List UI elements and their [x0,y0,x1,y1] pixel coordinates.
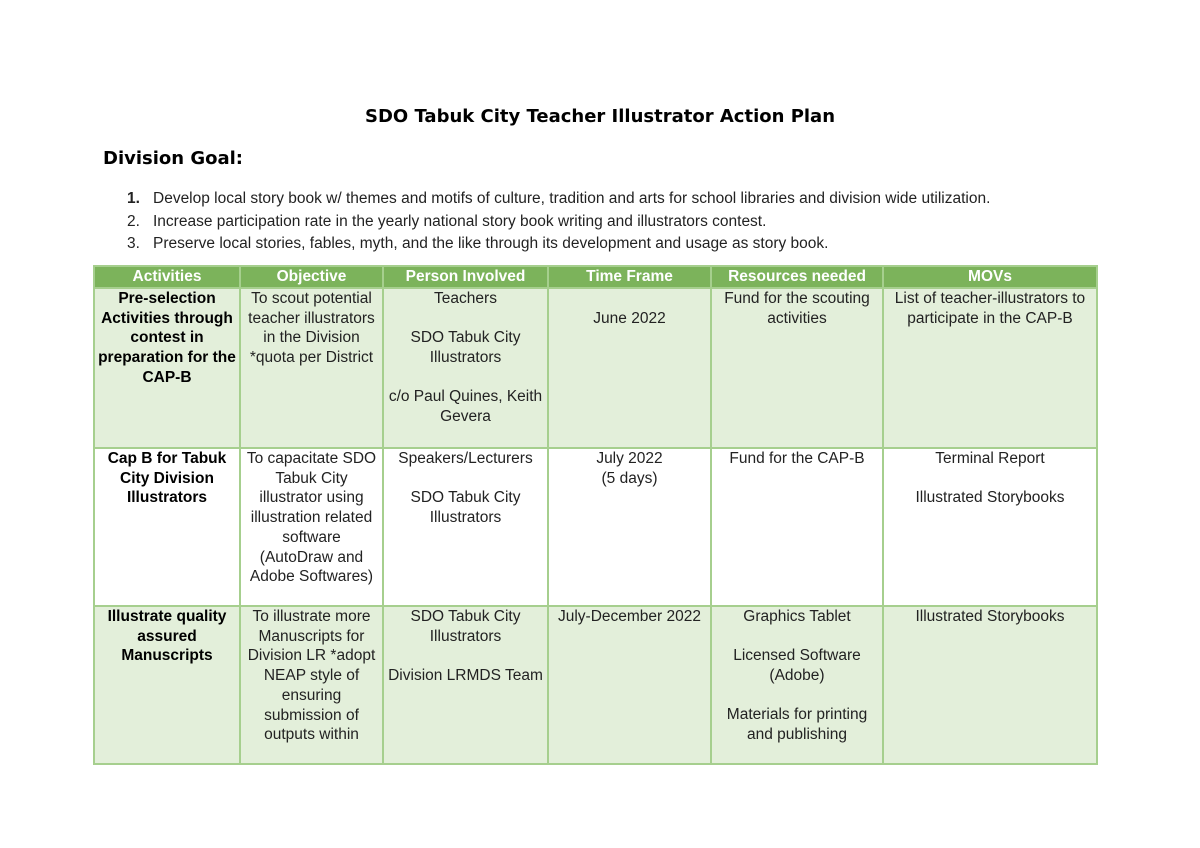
cell-line: SDO Tabuk City Illustrators [410,329,521,367]
cell-line: Terminal Report [935,450,1045,467]
cell-line: Speakers/Lecturers [398,450,533,467]
goal-text: Develop local story book w/ themes and motifs of culture, tradition and arts for school libraries and division wide utilization. [153,190,991,207]
header-objective: Objective [240,266,383,288]
cell-movs [883,288,1097,448]
cell-line: (5 days) [601,469,658,487]
cell-line [552,289,707,309]
cell-resources [711,288,883,448]
table-header-row [94,266,1097,288]
cell-line: Division LRMDS Team [388,667,543,685]
cell-line: SDO Tabuk City Illustrators [410,608,521,645]
cell-movs [883,448,1097,606]
table-row [94,288,1097,448]
cell-line: Graphics Tablet [743,608,851,625]
cell-line: List of teacher-illustrators to participate in the CAP-B [894,290,1086,327]
cell-line [387,646,544,666]
goal-number: 2. [127,212,140,230]
page-title: SDO Tabuk City Teacher Illustrator Action Plan [364,106,836,127]
header-time-frame: Time Frame [548,266,711,288]
header-resources-needed: Resources needed [711,266,883,288]
goal-number: 1. [127,190,140,207]
cell-time-frame [548,448,711,606]
cell-resources [711,606,883,764]
cell-objective: To illustrate more Manuscripts for Division LR *adopt NEAP style of ensuring submission of outputs within [240,606,383,764]
cell-line [387,469,544,489]
cell-line: Illustrated Storybooks [915,489,1065,507]
goal-item [103,211,990,234]
header-movs: MOVs [883,266,1097,288]
table-row [94,606,1097,764]
cell-line: Teachers [434,290,497,307]
goal-item [103,188,990,211]
cell-line [387,368,544,388]
cell-line: SDO Tabuk City Illustrators [410,489,521,527]
cell-movs [883,606,1097,764]
goal-list [103,188,990,256]
cell-resources [711,448,883,606]
action-plan-table [93,265,1098,765]
cell-activities: Pre-selection Activities through contest in preparation for the CAP-B [94,288,240,448]
cell-line [887,469,1093,489]
goal-item [103,233,990,256]
cell-objective: To scout potential teacher illustrators in the Division *quota per District [240,288,383,448]
cell-activities: Cap B for Tabuk City Division Illustrators [94,448,240,606]
cell-line: Licensed Software (Adobe) [733,647,861,685]
cell-person-involved [383,606,548,764]
cell-line: c/o Paul Quines, Keith Gevera [388,388,543,426]
cell-time-frame [548,288,711,448]
header-person-involved: Person Involved [383,266,548,288]
cell-line: Fund for the CAP-B [729,450,865,467]
cell-line: July 2022 [596,450,663,467]
division-goal-heading: Division Goal: [103,148,244,169]
cell-objective: To capacitate SDO Tabuk City illustrator using illustration related software (AutoDraw and Adobe Softwares) [240,448,383,606]
goal-number: 3. [127,235,140,252]
cell-line [387,309,544,329]
cell-activities: Illustrate quality assured Manuscripts [94,606,240,764]
goal-text: Increase participation rate in the yearly national story book writing and illustrators contest. [153,212,767,230]
cell-line: Illustrated Storybooks [915,608,1065,625]
cell-line: Fund for the scouting activities [724,290,870,327]
table-row [94,448,1097,606]
cell-line: July-December 2022 [557,608,701,625]
cell-line [715,686,879,706]
cell-line [715,627,879,647]
goal-text: Preserve local stories, fables, myth, and the like through its development and usage as story book. [153,235,829,252]
cell-line: June 2022 [593,309,666,327]
cell-person-involved [383,448,548,606]
cell-time-frame [548,606,711,764]
cell-person-involved [383,288,548,448]
cell-line: Materials for printing and publishing [726,706,868,744]
header-activities: Activities [94,266,240,288]
